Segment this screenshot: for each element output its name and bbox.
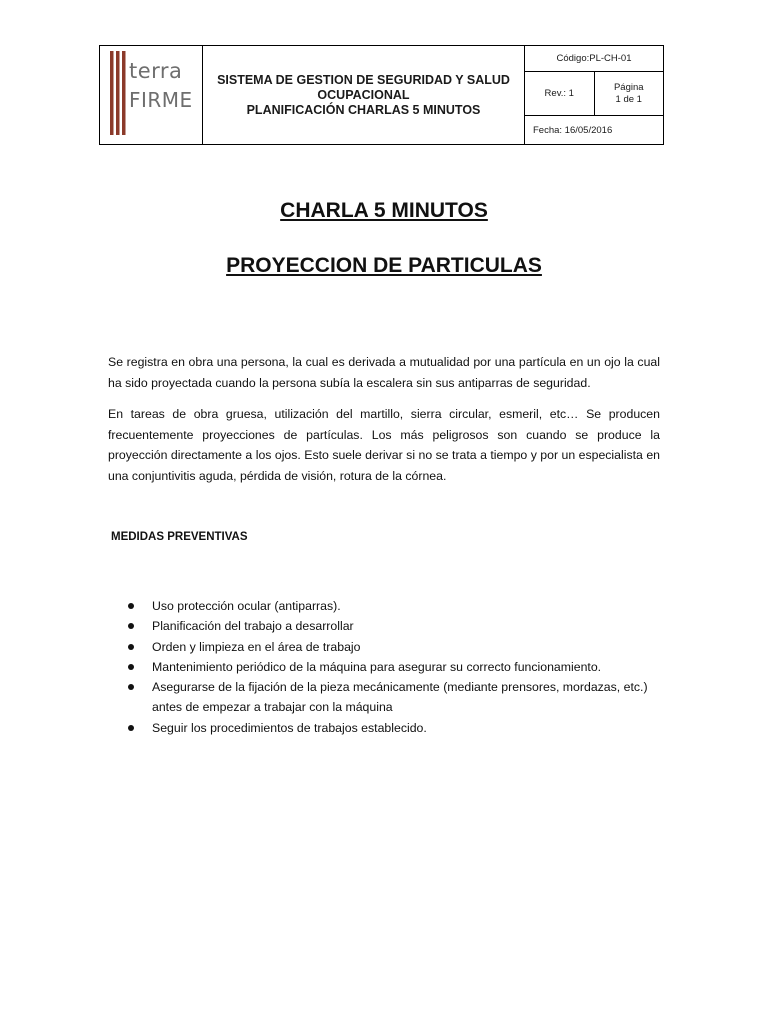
logo-word-firme: FIRME — [129, 87, 193, 112]
fecha-cell — [525, 116, 664, 145]
list-item-text: Mantenimiento periódico de la máquina para asegurar su correcto funcionamiento. — [152, 659, 602, 674]
document-header — [99, 45, 664, 145]
bullet-icon — [128, 603, 134, 609]
list-item-text: Planificación del trabajo a desarrollar — [152, 619, 354, 634]
list-item-text: Uso protección ocular (antiparras). — [152, 599, 341, 613]
header-title-line-1: SISTEMA DE GESTION DE SEGURIDAD Y SALUD — [217, 72, 510, 87]
codigo-cell — [525, 46, 664, 72]
logo-cell — [100, 46, 203, 145]
bullet-icon — [128, 664, 134, 670]
list-item — [128, 657, 668, 677]
list-item — [128, 616, 668, 636]
rev-cell — [525, 72, 595, 116]
fecha-text: Fecha: 16/05/2016 — [533, 124, 613, 136]
section-title: MEDIDAS PREVENTIVAS — [111, 531, 248, 543]
list-item-text: Orden y limpieza en el área de trabajo — [152, 639, 361, 654]
pagina-value: 1 de 1 — [615, 93, 642, 105]
bullet-icon — [128, 623, 134, 629]
header-title — [203, 46, 525, 145]
list-item — [128, 596, 668, 616]
list-item — [128, 637, 668, 657]
header-title-line-2: OCUPACIONAL — [317, 87, 410, 102]
pagina-cell — [594, 72, 664, 116]
list-item-text: Asegurarse de la fijación de la pieza mecánicamente (mediante prensores, mordazas, etc.) antes de empezar a trabajar con la máquina — [152, 680, 648, 715]
pagina-label: Página — [613, 81, 644, 93]
list-item — [128, 718, 668, 738]
bullet-icon — [128, 725, 134, 731]
document-title: CHARLA 5 MINUTOS — [280, 199, 488, 222]
codigo-text: Código:PL-CH-01 — [556, 53, 632, 64]
list-item-text: Seguir los procedimientos de trabajos establecido. — [152, 720, 427, 735]
intro-paragraph: Se registra en obra una persona, la cual es derivada a mutualidad por una partícula en un ojo la cual ha sido proyectada cuando la persona subía la escalera sin sus antiparras de seguridad. — [108, 355, 660, 390]
logo-word-terra: terra — [129, 58, 183, 83]
preventive-measures-list — [128, 596, 668, 738]
header-title-line-3: PLANIFICACIÓN CHARLAS 5 MINUTOS — [246, 102, 481, 117]
terra-firme-logo — [100, 47, 200, 144]
bullet-icon — [128, 684, 134, 690]
bullet-icon — [128, 644, 134, 650]
list-item — [128, 677, 668, 718]
rev-text: Rev.: 1 — [544, 88, 574, 99]
document-subtitle: PROYECCION DE PARTICULAS — [226, 254, 542, 277]
logo-bars-icon — [110, 51, 128, 135]
risk-paragraph: En tareas de obra gruesa, utilización del martillo, sierra circular, esmeril, etc… Se producen frecuentemente proyecciones de partículas. Los más peligrosos son cuando se produce la proyección directamente a los ojos. Esto suele derivar si no se trata a tiempo y por un especialista en una conjuntivitis aguda, pérdida de visión, rotura de la córnea. — [108, 407, 660, 483]
